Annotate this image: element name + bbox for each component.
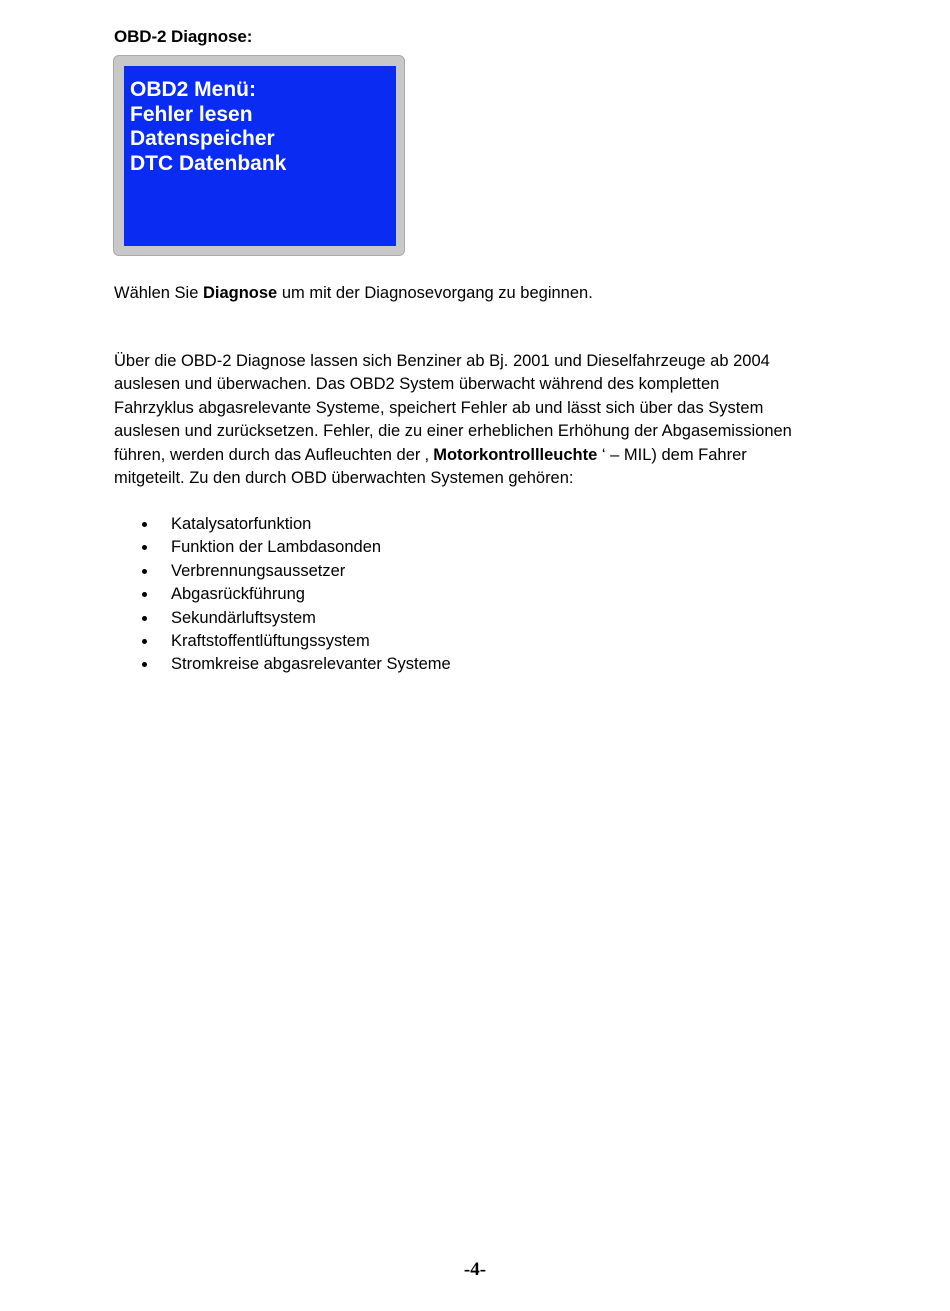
menu-title: OBD2 Menü: xyxy=(130,78,256,101)
section-heading: OBD-2 Diagnose: xyxy=(114,27,253,46)
list-item xyxy=(114,630,451,653)
list-item-text: Verbrennungsaussetzer xyxy=(171,561,346,580)
bullet-dot-icon xyxy=(142,616,147,621)
menu-item-datenspeicher: Datenspeicher xyxy=(130,127,275,150)
list-item xyxy=(114,583,451,606)
paragraph-line-5 xyxy=(114,444,792,467)
list-item xyxy=(114,513,451,536)
paragraph-line-3: Fahrzyklus abgasrelevante Systeme, speichert Fehler ab und lässt sich über das System xyxy=(114,398,764,417)
menu-item-fehler-lesen: Fehler lesen xyxy=(130,102,253,126)
list-item-text: Abgasrückführung xyxy=(171,585,305,604)
bullet-dot-icon xyxy=(142,662,147,667)
bullet-dot-icon xyxy=(142,639,147,644)
device-screen-display xyxy=(124,66,396,246)
list-item-text: Katalysatorfunktion xyxy=(171,515,312,533)
monitored-systems-list xyxy=(114,513,451,677)
page-number: -4- xyxy=(463,1259,487,1280)
device-screen-frame xyxy=(113,55,405,256)
list-item-text: Funktion der Lambdasonden xyxy=(171,538,382,557)
paragraph-line-5-after: ‘ – MIL) dem Fahrer xyxy=(597,445,747,464)
list-item xyxy=(114,536,451,559)
list-item xyxy=(114,653,451,676)
bullet-dot-icon xyxy=(142,545,147,550)
list-item xyxy=(114,560,451,583)
bullet-dot-icon xyxy=(142,592,147,597)
paragraph-line-2: auslesen und überwachen. Das OBD2 System überwacht während des kompletten xyxy=(114,375,720,394)
intro-text-before: Wählen Sie xyxy=(114,284,203,302)
intro-text-after: um mit der Diagnosevorgang zu beginnen. xyxy=(277,284,593,302)
description-paragraph xyxy=(114,350,792,490)
bullet-dot-icon xyxy=(142,522,147,527)
list-item xyxy=(114,607,451,630)
bullet-dot-icon xyxy=(142,569,147,574)
intro-bold-diagnose: Diagnose xyxy=(202,284,278,302)
paragraph-bold-motorkontrollleuchte: Motorkontrollleuchte xyxy=(433,445,598,464)
list-item-text: Sekundärluftsystem xyxy=(171,608,316,627)
paragraph-line-5-before: führen, werden durch das Aufleuchten der ‚ xyxy=(114,445,434,464)
list-item-text: Kraftstoffentlüftungssystem xyxy=(171,632,370,651)
paragraph-line-4: auslesen und zurücksetzen. Fehler, die zu einer erheblichen Erhöhung der Abgasemissionen xyxy=(114,422,792,441)
intro-sentence xyxy=(114,282,593,305)
menu-item-dtc-datenbank: DTC Datenbank xyxy=(130,151,287,175)
list-item-text: Stromkreise abgasrelevanter Systeme xyxy=(171,655,451,674)
paragraph-line-1: Über die OBD-2 Diagnose lassen sich Benziner ab Bj. 2001 und Dieselfahrzeuge ab 2004 xyxy=(114,352,770,370)
paragraph-line-6: mitgeteilt. Zu den durch OBD überwachten Systemen gehören: xyxy=(114,469,574,488)
